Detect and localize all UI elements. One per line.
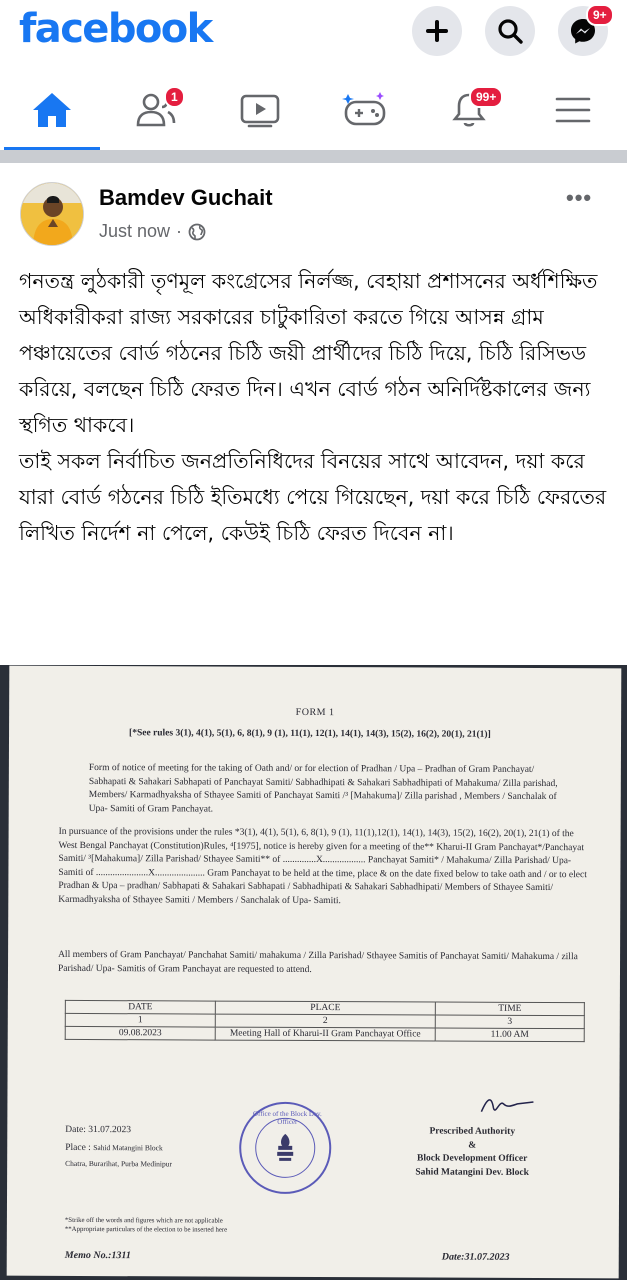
profile-photo	[21, 183, 84, 246]
table-cell: 1	[65, 1013, 215, 1027]
more-options-icon[interactable]: •••	[566, 185, 593, 210]
table-header: PLACE	[215, 1001, 435, 1015]
tab-friends[interactable]	[104, 70, 208, 150]
table-cell: 2	[215, 1014, 435, 1028]
place-line	[65, 1141, 163, 1156]
table-row	[65, 1026, 584, 1041]
table-header: TIME	[435, 1002, 584, 1016]
search-icon	[496, 17, 524, 45]
authority-amp: &	[468, 1140, 477, 1151]
meeting-table	[65, 1000, 585, 1042]
stamp-text: Office of the Block Dev. Officer	[252, 1109, 322, 1126]
form-title: FORM 1	[295, 706, 335, 719]
globe-icon	[188, 223, 206, 241]
stamp-emblem	[255, 1118, 315, 1178]
memo-number: Memo No.:1311	[64, 1249, 131, 1262]
table-cell: 3	[435, 1015, 584, 1029]
facebook-logo[interactable]: facebook	[19, 6, 212, 52]
authority-line-2: Block Development Officer	[417, 1153, 528, 1164]
footnotes	[65, 1216, 227, 1235]
authority-line-1: Prescribed Authority	[429, 1126, 516, 1137]
date-value: 31.07.2023	[88, 1125, 132, 1136]
hamburger-menu-icon	[555, 95, 591, 125]
table-cell: Meeting Hall of Kharui-II Gram Panchayat Office	[215, 1027, 435, 1041]
messenger-badge: 9+	[586, 4, 614, 26]
tab-video[interactable]	[208, 70, 312, 150]
feed-post	[0, 163, 627, 1280]
date-label: Date:	[65, 1124, 86, 1136]
notice-paragraph: Form of notice of meeting for the taking of Oath and/ or for election of Pradhan / Upa – Pradhan of Gram Panchayat/ Sabhapati & Sahakari Sabhapati of Panchayat Samiti/ Sabhadhipati & Sahakari Sabhadhipati of Mahakuma/ Zilla parishad, Members/ Karmadhyaksha of Sthayee Samiti of Panchayat Samiti /³ [Mahakuma]/ Zilla parishad , Members / Sanchalak of Upa- Samiti of Gram Panchayat.	[88, 763, 558, 815]
tab-gaming[interactable]	[313, 70, 417, 150]
post-timestamp[interactable]: Just now	[99, 221, 171, 241]
place-label: Place :	[65, 1142, 91, 1154]
post-text	[19, 263, 615, 551]
tab-notifications[interactable]	[417, 70, 521, 150]
table-cell: 11.00 AM	[435, 1028, 584, 1042]
gaming-icon	[340, 90, 390, 130]
notice-document	[7, 666, 622, 1279]
create-button[interactable]	[412, 6, 462, 56]
feed-separator	[0, 150, 627, 163]
search-button[interactable]	[485, 6, 535, 56]
post-meta	[99, 221, 206, 242]
notifications-badge: 99+	[469, 86, 503, 108]
footnote-2: **Appropriate particulars of the election to be inserted here	[64, 1225, 228, 1234]
tab-home[interactable]	[0, 70, 104, 150]
post-photo[interactable]	[0, 665, 627, 1280]
table-cell: 09.08.2023	[65, 1026, 215, 1040]
official-stamp	[239, 1102, 331, 1194]
place-line-2: Chatra, Burarihat, Purba Medinipur	[65, 1158, 173, 1169]
post-paragraph-2: তাই সকল নির্বাচিত জনপ্রতিনিধিদের বিনয়ের সাথে আবেদন, দয়া করে যারা বোর্ড গঠনের চিঠি ইতিমধ্যে পেয়ে গিয়েছেন, দয়া করে চিঠি ফেরতের লিখিত নির্দেশ না পেলে, কেউই চিঠি ফেরত দিবেন না।	[19, 449, 607, 545]
place-value: Sahid Matangini Block	[93, 1143, 163, 1153]
pursuance-paragraph: In pursuance of the provisions under the rules *3(1), 4(1), 5(1), 6, 8(1), 9 (1), 11(1),12(1), 14(1), 14(3), 15(2), 16(2), 20(1), 21(1) of the West Bengal Panchayat (Constitution)Rules, ⁴[1975], notice is hereby given for a meeting of the** Kharui-II Gram Panchayat*/Panchayat Samiti/ ³[Mahakuma]/ Zilla Parishad/ Sthayee Samiti** of ..............X.................. Panchayat Samiti* / Mahakuma/ Zilla Parishad/ Upa-Samiti of ......................X..................... Gram Panchayat to be held at the time, place & on the date fixed below to take oath and / or to elect Pradhan & Upa – pradhan/ Sabhapati & Sahakari Sabhapati / Sabhadhipati & Sahakari Sabhadhipati/ Members of Sthayee Samiti/ Karmadhyaksha of Sthayee Samiti / Members / Sanchalak of Upa- Samiti.	[58, 826, 587, 906]
plus-icon	[424, 18, 450, 44]
authority-block	[392, 1125, 552, 1180]
avatar[interactable]	[20, 182, 84, 246]
signature	[477, 1090, 537, 1120]
meta-separator: ·	[176, 221, 183, 241]
friends-badge: 1	[164, 86, 185, 108]
post-paragraph-1: গনতন্ত্র লুঠকারী তৃণমূল কংগ্রেসের নির্লজ্জ, বেহায়া প্রশাসনের অর্ধশিক্ষিত অধিকারীকরা রাজ্য সরকারের চাটুকারিতা করতে গিয়ে আসন্ন গ্রাম পঞ্চায়েতের বোর্ড গঠনের চিঠি জয়ী প্রার্থীদের চিঠি দিয়ে, চিঠি রিসিভড করিয়ে, বলছেন চিঠি ফেরত দিন। এখন বোর্ড গঠন অনির্দিষ্টকালের জন্য স্থগিত থাকবে।	[19, 269, 598, 437]
tab-menu[interactable]	[521, 70, 625, 150]
nav-tabs	[0, 70, 627, 150]
messenger-button[interactable]	[558, 6, 608, 56]
date-line	[65, 1124, 131, 1138]
authority-line-3: Sahid Matangini Dev. Block	[415, 1166, 529, 1178]
top-bar	[0, 0, 627, 70]
home-icon	[31, 91, 73, 129]
rules-line: [*See rules 3(1), 4(1), 5(1), 6, 8(1), 9 (1), 11(1), 12(1), 14(1), 14(3), 15(2), 16(2), 20(1), 21(1)]	[129, 728, 491, 740]
video-icon	[239, 92, 281, 128]
emblem-icon	[272, 1132, 298, 1164]
table-header: DATE	[65, 1000, 215, 1014]
footnote-1: *Strike off the words and figures which are not applicable	[64, 1216, 223, 1225]
bottom-date: Date:31.07.2023	[441, 1251, 510, 1263]
post-author[interactable]: Bamdev Guchait	[99, 185, 273, 210]
members-paragraph: All members of Gram Panchayat/ Panchahat Samiti/ mahakuma / Zilla Parishad/ Sthayee Samitis of Panchayat Samiti/ Mahakuma / zilla Parishad/ Upa- Samitis of Gram Panchayat are requested to attend.	[57, 949, 578, 975]
